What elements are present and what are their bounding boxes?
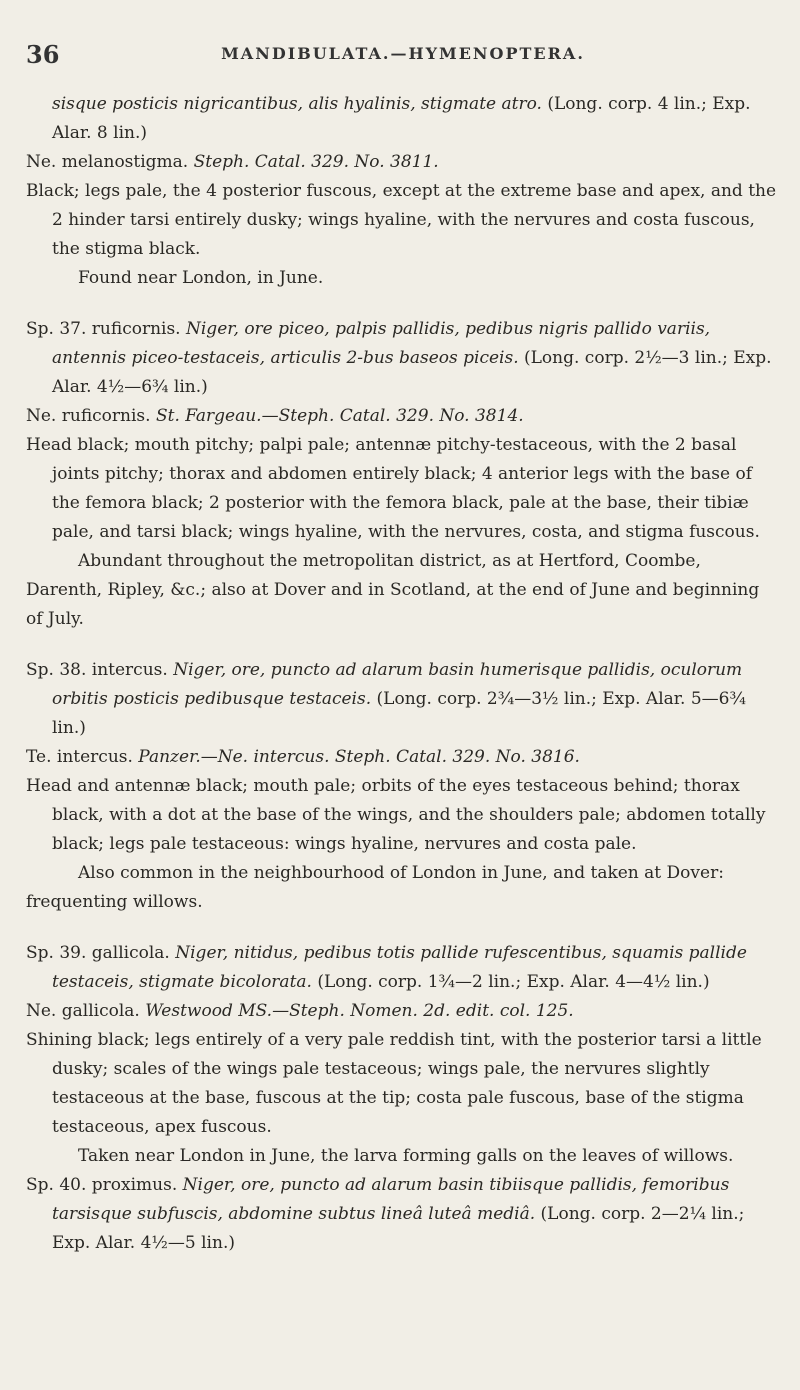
species-name: Sp. 39. gallicola. (26, 943, 170, 963)
measurements: (Long. corp. 1¾—2 lin.; Exp. Alar. 4—4½ lin.) (317, 972, 710, 992)
synonym-reference: Panzer.—Ne. intercus. Steph. Catal. 329. No. 3816. (138, 747, 580, 767)
species-entry (26, 1171, 780, 1258)
measurements: (Long. corp. 2½—3 lin.; Exp. Alar. 4½—6¾ lin.) (52, 348, 772, 397)
page-body (26, 90, 780, 1258)
species-heading (26, 1171, 780, 1258)
species-entry (26, 656, 780, 917)
synonym-line: Ne. ruficornis. St. Fargeau.—Steph. Catal. 329. No. 3814. (26, 406, 524, 426)
synonym-line: Te. intercus. Panzer.—Ne. intercus. Steph. Catal. 329. No. 3816. (26, 747, 580, 767)
synonym-reference: Steph. Catal. 329. No. 3811. (193, 152, 439, 172)
species-heading (26, 656, 780, 743)
species-name: Sp. 40. proximus. (26, 1175, 178, 1195)
latin-diagnosis: Niger, ore piceo, palpis pallidis, pedibus nigris pallido variis, antennis piceo-testaceis, articulis 2-bus baseos piceis. (52, 319, 711, 368)
description: Head and antennæ black; mouth pale; orbits of the eyes testaceous behind; thorax black, with a dot at the base of the wings, and the shoulders pale; abdomen totally black; legs pale testaceous: wings hyaline, nervures and costa pale. (26, 776, 766, 854)
page-header (26, 40, 780, 70)
species-name: Sp. 38. intercus. (26, 660, 168, 680)
description: Black; legs pale, the 4 posterior fuscous, except at the extreme base and apex, and the 2 hinder tarsi entirely dusky; wings hyaline, with the nervures and costa fuscous, the stigma black. (26, 181, 777, 259)
habitat: Found near London, in June. (78, 268, 324, 288)
latin-diagnosis: Niger, ore, puncto ad alarum basin tibiisque pallidis, femoribus tarsisque subfuscis, abdomine subtus lineâ luteâ mediâ. (52, 1175, 730, 1224)
synonym-line: Ne. gallicola. Westwood MS.—Steph. Nomen. 2d. edit. col. 125. (26, 1001, 574, 1021)
habitat: Abundant throughout the metropolitan district, as at Hertford, Coombe, Darenth, Ripley, &c.; also at Dover and in Scotland, at the end of June and beginning of July. (26, 551, 760, 629)
habitat: Taken near London in June, the larva forming galls on the leaves of willows. (78, 1146, 734, 1166)
description: Shining black; legs entirely of a very pale reddish tint, with the posterior tarsi a little dusky; scales of the wings pale testaceous; wings pale, the nervures slightly testaceous at the base, fuscous at the tip; costa pale fuscous, base of the stigma testaceous, apex fuscous. (26, 1030, 762, 1137)
latin-diagnosis: sisque posticis nigricantibus, alis hyalinis, stigmate atro. (Long. corp. 4 lin.; Exp. Alar. 8 lin.) (52, 94, 751, 143)
measurements: (Long. corp. 2—2¼ lin.; Exp. Alar. 4½—5 lin.) (52, 1204, 745, 1253)
running-title: MANDIBULATA.—HYMENOPTERA. (221, 44, 585, 63)
species-entry (26, 939, 780, 1171)
species-heading (26, 939, 780, 997)
species-entry (26, 315, 780, 634)
species-entry-continued (26, 90, 780, 293)
synonym-line: Ne. melanostigma. Steph. Catal. 329. No. 3811. (26, 152, 439, 172)
species-heading (26, 315, 780, 402)
synonym-reference: St. Fargeau.—Steph. Catal. 329. No. 3814. (155, 406, 524, 426)
measurements: (Long. corp. 4 lin.; Exp. Alar. 8 lin.) (52, 94, 751, 143)
page-number: 36 (26, 40, 60, 69)
latin-diagnosis: Niger, nitidus, pedibus totis pallide rufescentibus, squamis pallide testaceis, stigmate bicolorata. (52, 943, 747, 992)
latin-diagnosis: Niger, ore, puncto ad alarum basin humerisque pallidis, oculorum orbitis posticis pedibusque testaceis. (52, 660, 743, 709)
species-name: Sp. 37. ruficornis. (26, 319, 181, 339)
description: Head black; mouth pitchy; palpi pale; antennæ pitchy-testaceous, with the 2 basal joints pitchy; thorax and abdomen entirely black; 4 anterior legs with the base of the femora black; 2 posterior with the femora black, pale at the base, their tibiæ pale, and tarsi black; wings hyaline, with the nervures, costa, and stigma fuscous. (26, 435, 760, 542)
synonym-reference: Westwood MS.—Steph. Nomen. 2d. edit. col. 125. (145, 1001, 574, 1021)
measurements: (Long. corp. 2¾—3½ lin.; Exp. Alar. 5—6¾ lin.) (52, 689, 746, 738)
habitat: Also common in the neighbourhood of London in June, and taken at Dover: frequenting willows. (26, 863, 724, 912)
